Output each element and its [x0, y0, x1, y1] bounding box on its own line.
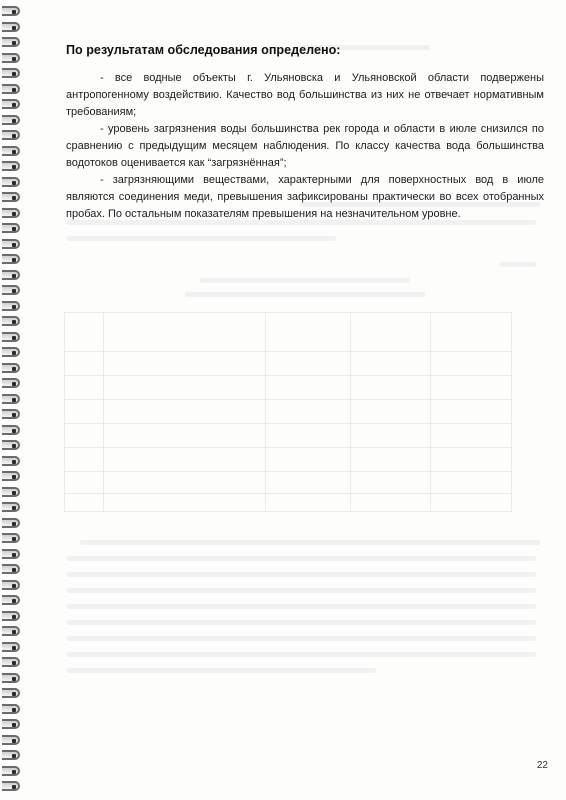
binding-ring [2, 735, 20, 745]
binding-ring [2, 270, 20, 280]
binding-ring [2, 6, 20, 16]
bleed-through-line [80, 540, 540, 545]
binding-ring [2, 611, 20, 621]
binding-ring [2, 549, 20, 559]
bleed-through-line [200, 278, 410, 283]
spiral-binding [0, 0, 26, 800]
bleed-through-line [66, 652, 536, 657]
bleed-through-line [66, 604, 536, 609]
bleed-through-line [66, 236, 336, 241]
paragraph-pollution-level: - уровень загрязнения воды большинства рек города и области в июле снизился по сравнению с предыдущим месяцем наблюдения. По классу качества вода большинства водотоков оценивается как “загрязнённая”; [66, 123, 544, 169]
binding-ring [2, 688, 20, 698]
bleed-through-line [66, 572, 536, 577]
binding-ring [2, 239, 20, 249]
binding-ring [2, 285, 20, 295]
binding-ring [2, 564, 20, 574]
binding-ring [2, 487, 20, 497]
bleed-through-line [500, 262, 536, 267]
section-heading: По результатам обследования определено: [66, 43, 341, 57]
bleed-through-table [64, 312, 512, 512]
paragraph-pollutants: - загрязняющими веществами, характерными для поверхностных вод в июле являются соединения меди, превышения зафиксированы практически во всех отобранных пробах. По остальным показателям превышения на незначительном уровне. [66, 174, 544, 220]
binding-ring [2, 502, 20, 512]
binding-ring [2, 316, 20, 326]
binding-ring [2, 456, 20, 466]
binding-ring [2, 99, 20, 109]
binding-ring [2, 580, 20, 590]
binding-ring [2, 347, 20, 357]
binding-ring [2, 626, 20, 636]
binding-ring [2, 409, 20, 419]
binding-ring [2, 378, 20, 388]
binding-ring [2, 192, 20, 202]
binding-ring [2, 37, 20, 47]
binding-ring [2, 223, 20, 233]
binding-ring [2, 440, 20, 450]
binding-ring [2, 332, 20, 342]
binding-ring [2, 68, 20, 78]
binding-ring [2, 53, 20, 63]
binding-ring [2, 595, 20, 605]
binding-ring [2, 84, 20, 94]
binding-ring [2, 130, 20, 140]
binding-ring [2, 533, 20, 543]
binding-ring [2, 766, 20, 776]
bleed-through-line [66, 620, 536, 625]
body-text [66, 70, 544, 223]
bleed-through-line [66, 668, 376, 673]
page-number: 22 [536, 760, 548, 771]
binding-ring [2, 22, 20, 32]
binding-ring [2, 471, 20, 481]
binding-ring [2, 704, 20, 714]
bleed-through-line [66, 556, 536, 561]
paragraph-water-bodies: - все водные объекты г. Ульяновска и Ульяновской области подвержены антропогенному воздействию. Качество вод большинства из них не отвечает нормативным требованиям; [66, 72, 544, 118]
binding-ring [2, 657, 20, 667]
binding-ring [2, 254, 20, 264]
binding-ring [2, 208, 20, 218]
binding-ring [2, 394, 20, 404]
binding-ring [2, 425, 20, 435]
binding-ring [2, 161, 20, 171]
binding-ring [2, 177, 20, 187]
binding-ring [2, 673, 20, 683]
binding-ring [2, 115, 20, 125]
binding-ring [2, 363, 20, 373]
binding-ring [2, 642, 20, 652]
bleed-through-line [66, 588, 536, 593]
binding-ring [2, 719, 20, 729]
binding-ring [2, 781, 20, 791]
bleed-through-line [185, 292, 425, 297]
binding-ring [2, 301, 20, 311]
binding-ring [2, 518, 20, 528]
bleed-through-line [66, 636, 536, 641]
binding-ring [2, 146, 20, 156]
binding-ring [2, 750, 20, 760]
